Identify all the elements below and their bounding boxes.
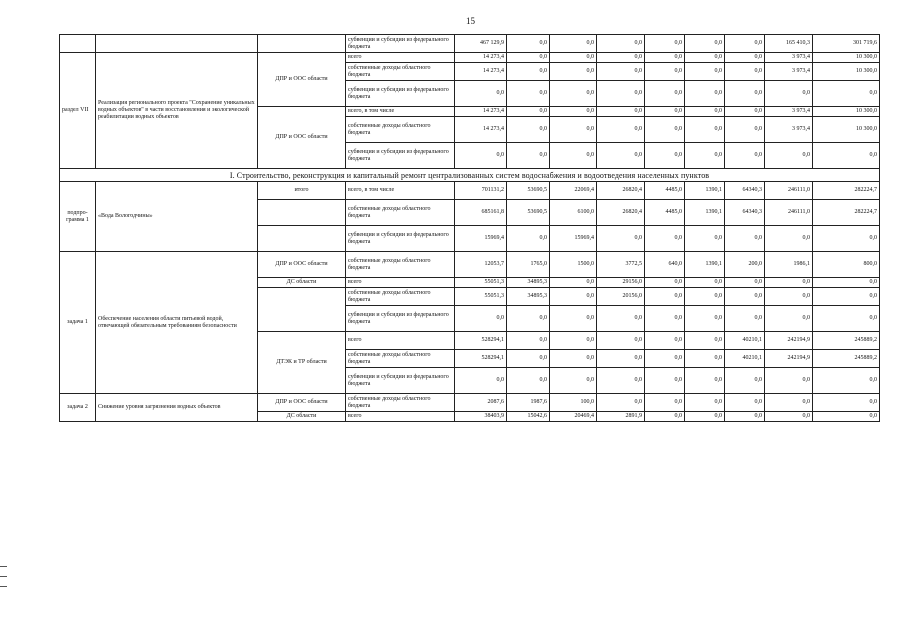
value-cell: 0,0 bbox=[550, 143, 597, 169]
value-cell: 0,0 bbox=[685, 332, 725, 350]
value-cell: 53690,5 bbox=[507, 182, 550, 200]
value-cell: 0,0 bbox=[765, 226, 813, 252]
value-cell: 685161,8 bbox=[455, 200, 507, 226]
source-cell: собственные доходы областного бюджета bbox=[346, 350, 455, 368]
source-cell: собственные доходы областного бюджета bbox=[346, 252, 455, 278]
zadacha2-name: Снижение уровня загрязнения водных объектов bbox=[96, 394, 258, 422]
value-cell: 245889,2 bbox=[813, 350, 880, 368]
value-cell: 0,0 bbox=[725, 306, 765, 332]
value-cell: 0,0 bbox=[550, 53, 597, 63]
value-cell: 0,0 bbox=[550, 350, 597, 368]
value-cell: 64340,3 bbox=[725, 200, 765, 226]
value-cell: 0,0 bbox=[725, 288, 765, 306]
value-cell: 0,0 bbox=[645, 350, 685, 368]
value-cell: 12053,7 bbox=[455, 252, 507, 278]
value-cell: 528294,1 bbox=[455, 350, 507, 368]
empty-cell bbox=[96, 35, 258, 53]
table-row bbox=[60, 35, 880, 53]
value-cell: 26820,4 bbox=[597, 182, 645, 200]
table-row bbox=[60, 394, 880, 412]
value-cell: 0,0 bbox=[685, 306, 725, 332]
value-cell: 15042,6 bbox=[507, 412, 550, 422]
margin-mark bbox=[0, 576, 7, 577]
value-cell: 0,0 bbox=[813, 306, 880, 332]
value-cell: 800,0 bbox=[813, 252, 880, 278]
value-cell: 0,0 bbox=[685, 226, 725, 252]
value-cell: 22069,4 bbox=[550, 182, 597, 200]
value-cell: 34895,3 bbox=[507, 278, 550, 288]
value-cell: 0,0 bbox=[645, 226, 685, 252]
source-cell: всего bbox=[346, 412, 455, 422]
value-cell: 0,0 bbox=[813, 288, 880, 306]
value-cell: 282224,7 bbox=[813, 200, 880, 226]
value-cell: 0,0 bbox=[550, 107, 597, 117]
value-cell: 0,0 bbox=[597, 332, 645, 350]
source-cell: всего bbox=[346, 278, 455, 288]
empty-cell bbox=[258, 200, 346, 226]
value-cell: 0,0 bbox=[765, 81, 813, 107]
value-cell: 55051,3 bbox=[455, 288, 507, 306]
value-cell: 0,0 bbox=[645, 412, 685, 422]
value-cell: 0,0 bbox=[507, 226, 550, 252]
value-cell: 0,0 bbox=[685, 81, 725, 107]
executor-cell: ДС области bbox=[258, 278, 346, 288]
value-cell: 0,0 bbox=[685, 394, 725, 412]
table-row bbox=[60, 53, 880, 63]
value-cell: 0,0 bbox=[813, 394, 880, 412]
value-cell: 53690,5 bbox=[507, 200, 550, 226]
value-cell: 282224,7 bbox=[813, 182, 880, 200]
source-cell: собственные доходы областного бюджета bbox=[346, 117, 455, 143]
source-cell: всего bbox=[346, 53, 455, 63]
value-cell: 29156,0 bbox=[597, 278, 645, 288]
value-cell: 3 973,4 bbox=[765, 53, 813, 63]
value-cell: 14 273,4 bbox=[455, 53, 507, 63]
executor-cell: ДС области bbox=[258, 412, 346, 422]
value-cell: 1390,1 bbox=[685, 252, 725, 278]
value-cell: 0,0 bbox=[685, 35, 725, 53]
source-cell: собственные доходы областного бюджета bbox=[346, 288, 455, 306]
value-cell: 0,0 bbox=[813, 412, 880, 422]
source-cell: субвенции и субсидии из федерального бюджета bbox=[346, 226, 455, 252]
value-cell: 0,0 bbox=[645, 81, 685, 107]
value-cell: 0,0 bbox=[725, 412, 765, 422]
source-cell: субвенции и субсидии из федерального бюджета bbox=[346, 81, 455, 107]
margin-mark bbox=[0, 586, 7, 587]
page-number: 15 bbox=[466, 16, 475, 26]
value-cell: 0,0 bbox=[685, 350, 725, 368]
value-cell: 165 410,3 bbox=[765, 35, 813, 53]
value-cell: 38403,9 bbox=[455, 412, 507, 422]
value-cell: 15969,4 bbox=[455, 226, 507, 252]
razdel-label: раздел VII bbox=[60, 53, 96, 169]
value-cell: 3 973,4 bbox=[765, 63, 813, 81]
value-cell: 0,0 bbox=[507, 368, 550, 394]
value-cell: 3772,5 bbox=[597, 252, 645, 278]
value-cell: 0,0 bbox=[455, 81, 507, 107]
value-cell: 0,0 bbox=[597, 143, 645, 169]
value-cell: 0,0 bbox=[765, 394, 813, 412]
value-cell: 1986,1 bbox=[765, 252, 813, 278]
value-cell: 0,0 bbox=[765, 412, 813, 422]
value-cell: 242194,9 bbox=[765, 350, 813, 368]
value-cell: 0,0 bbox=[685, 53, 725, 63]
value-cell: 0,0 bbox=[507, 107, 550, 117]
value-cell: 20469,4 bbox=[550, 412, 597, 422]
empty-cell bbox=[60, 35, 96, 53]
value-cell: 242194,9 bbox=[765, 332, 813, 350]
value-cell: 10 300,0 bbox=[813, 107, 880, 117]
value-cell: 0,0 bbox=[507, 35, 550, 53]
value-cell: 0,0 bbox=[597, 394, 645, 412]
empty-cell bbox=[258, 288, 346, 332]
section-row bbox=[60, 169, 880, 182]
value-cell: 0,0 bbox=[597, 368, 645, 394]
value-cell: 0,0 bbox=[765, 278, 813, 288]
zadacha2-label: задача 2 bbox=[60, 394, 96, 422]
value-cell: 0,0 bbox=[550, 288, 597, 306]
value-cell: 0,0 bbox=[597, 107, 645, 117]
zadacha1-label: задача 1 bbox=[60, 252, 96, 394]
value-cell: 0,0 bbox=[813, 278, 880, 288]
value-cell: 6100,0 bbox=[550, 200, 597, 226]
value-cell: 0,0 bbox=[685, 288, 725, 306]
zadacha1-name: Обеспечение населения области питьевой водой, отвечающей обязательным требованиям безопасности bbox=[96, 252, 258, 394]
value-cell: 528294,1 bbox=[455, 332, 507, 350]
executor-cell: ДПР и ООС области bbox=[258, 107, 346, 169]
value-cell: 0,0 bbox=[685, 278, 725, 288]
value-cell: 0,0 bbox=[725, 35, 765, 53]
value-cell: 0,0 bbox=[507, 117, 550, 143]
value-cell: 0,0 bbox=[507, 143, 550, 169]
value-cell: 701131,2 bbox=[455, 182, 507, 200]
value-cell: 0,0 bbox=[725, 394, 765, 412]
source-cell: субвенции и субсидии из федерального бюджета bbox=[346, 368, 455, 394]
value-cell: 0,0 bbox=[645, 143, 685, 169]
value-cell: 4485,0 bbox=[645, 200, 685, 226]
value-cell: 14 273,4 bbox=[455, 63, 507, 81]
value-cell: 26820,4 bbox=[597, 200, 645, 226]
source-cell: субвенции и субсидии из федерального бюджета bbox=[346, 306, 455, 332]
value-cell: 0,0 bbox=[725, 107, 765, 117]
value-cell: 0,0 bbox=[507, 350, 550, 368]
podprogramma-name: «Вода Вологодчины» bbox=[96, 182, 258, 252]
value-cell: 0,0 bbox=[645, 332, 685, 350]
value-cell: 0,0 bbox=[725, 53, 765, 63]
value-cell: 0,0 bbox=[645, 35, 685, 53]
value-cell: 0,0 bbox=[597, 53, 645, 63]
value-cell: 245889,2 bbox=[813, 332, 880, 350]
source-cell: субвенции и субсидии из федерального бюджета bbox=[346, 35, 455, 53]
value-cell: 1765,0 bbox=[507, 252, 550, 278]
value-cell: 0,0 bbox=[765, 368, 813, 394]
value-cell: 2891,9 bbox=[597, 412, 645, 422]
value-cell: 64340,3 bbox=[725, 182, 765, 200]
table-row bbox=[60, 252, 880, 278]
value-cell: 3 973,4 bbox=[765, 107, 813, 117]
value-cell: 0,0 bbox=[550, 117, 597, 143]
value-cell: 0,0 bbox=[813, 143, 880, 169]
value-cell: 0,0 bbox=[685, 368, 725, 394]
value-cell: 0,0 bbox=[455, 143, 507, 169]
table-row bbox=[60, 182, 880, 200]
value-cell: 0,0 bbox=[765, 288, 813, 306]
value-cell: 0,0 bbox=[597, 350, 645, 368]
value-cell: 0,0 bbox=[455, 368, 507, 394]
value-cell: 0,0 bbox=[685, 117, 725, 143]
source-cell: всего, в том числе bbox=[346, 182, 455, 200]
value-cell: 3 973,4 bbox=[765, 117, 813, 143]
value-cell: 0,0 bbox=[550, 306, 597, 332]
value-cell: 0,0 bbox=[725, 63, 765, 81]
value-cell: 0,0 bbox=[597, 81, 645, 107]
value-cell: 0,0 bbox=[685, 143, 725, 169]
section-heading: I. Строительство, реконструкция и капитальный ремонт централизованных систем водоснабжения и водоотведения населенных пунктов bbox=[60, 169, 880, 182]
value-cell: 0,0 bbox=[765, 143, 813, 169]
value-cell: 10 300,0 bbox=[813, 53, 880, 63]
source-cell: собственные доходы областного бюджета bbox=[346, 394, 455, 412]
value-cell: 4485,0 bbox=[645, 182, 685, 200]
value-cell: 0,0 bbox=[597, 306, 645, 332]
value-cell: 0,0 bbox=[725, 81, 765, 107]
value-cell: 0,0 bbox=[645, 306, 685, 332]
empty-cell bbox=[258, 35, 346, 53]
executor-cell: ДПР и ООС области bbox=[258, 394, 346, 412]
value-cell: 200,0 bbox=[725, 252, 765, 278]
value-cell: 1390,1 bbox=[685, 182, 725, 200]
value-cell: 0,0 bbox=[597, 35, 645, 53]
value-cell: 246111,0 bbox=[765, 182, 813, 200]
value-cell: 1390,1 bbox=[685, 200, 725, 226]
value-cell: 0,0 bbox=[725, 368, 765, 394]
value-cell: 0,0 bbox=[550, 63, 597, 81]
value-cell: 40210,1 bbox=[725, 332, 765, 350]
value-cell: 0,0 bbox=[507, 306, 550, 332]
source-cell: собственные доходы областного бюджета bbox=[346, 63, 455, 81]
value-cell: 0,0 bbox=[725, 226, 765, 252]
value-cell: 0,0 bbox=[725, 143, 765, 169]
value-cell: 0,0 bbox=[597, 117, 645, 143]
value-cell: 0,0 bbox=[507, 53, 550, 63]
value-cell: 55051,3 bbox=[455, 278, 507, 288]
value-cell: 20156,0 bbox=[597, 288, 645, 306]
empty-cell bbox=[258, 226, 346, 252]
value-cell: 0,0 bbox=[550, 332, 597, 350]
source-cell: собственные доходы областного бюджета bbox=[346, 200, 455, 226]
value-cell: 0,0 bbox=[507, 332, 550, 350]
value-cell: 14 273,4 bbox=[455, 117, 507, 143]
value-cell: 0,0 bbox=[645, 107, 685, 117]
value-cell: 0,0 bbox=[813, 368, 880, 394]
executor-cell: ДТЭК и ТР области bbox=[258, 332, 346, 394]
value-cell: 0,0 bbox=[645, 53, 685, 63]
value-cell: 0,0 bbox=[685, 412, 725, 422]
value-cell: 0,0 bbox=[725, 278, 765, 288]
value-cell: 0,0 bbox=[550, 35, 597, 53]
value-cell: 100,0 bbox=[550, 394, 597, 412]
value-cell: 10 300,0 bbox=[813, 63, 880, 81]
razdel-name: Реализация регионального проекта "Сохранение уникальных водных объектов" в части восстановления и экологической реабилитации водных объектов bbox=[96, 53, 258, 169]
value-cell: 0,0 bbox=[685, 63, 725, 81]
value-cell: 640,0 bbox=[645, 252, 685, 278]
executor-cell: ДПР и ООС области bbox=[258, 252, 346, 278]
value-cell: 1500,0 bbox=[550, 252, 597, 278]
source-cell: субвенции и субсидии из федерального бюджета bbox=[346, 143, 455, 169]
value-cell: 34895,3 bbox=[507, 288, 550, 306]
value-cell: 40210,1 bbox=[725, 350, 765, 368]
value-cell: 2087,6 bbox=[455, 394, 507, 412]
value-cell: 0,0 bbox=[455, 306, 507, 332]
value-cell: 0,0 bbox=[507, 81, 550, 107]
value-cell: 0,0 bbox=[645, 117, 685, 143]
value-cell: 0,0 bbox=[550, 368, 597, 394]
source-cell: всего, в том числе bbox=[346, 107, 455, 117]
value-cell: 14 273,4 bbox=[455, 107, 507, 117]
value-cell: 1987,6 bbox=[507, 394, 550, 412]
value-cell: 0,0 bbox=[645, 288, 685, 306]
value-cell: 0,0 bbox=[550, 278, 597, 288]
value-cell: 10 300,0 bbox=[813, 117, 880, 143]
value-cell: 0,0 bbox=[813, 226, 880, 252]
budget-table bbox=[59, 34, 880, 422]
value-cell: 0,0 bbox=[645, 63, 685, 81]
value-cell: 0,0 bbox=[645, 278, 685, 288]
value-cell: 0,0 bbox=[725, 117, 765, 143]
margin-mark bbox=[0, 566, 7, 567]
value-cell: 0,0 bbox=[765, 306, 813, 332]
podprogramma-label: подпро-грамма 1 bbox=[60, 182, 96, 252]
executor-cell: ДПР и ООС области bbox=[258, 53, 346, 107]
value-cell: 0,0 bbox=[645, 368, 685, 394]
value-cell: 0,0 bbox=[507, 63, 550, 81]
value-cell: 15969,4 bbox=[550, 226, 597, 252]
value-cell: 0,0 bbox=[597, 226, 645, 252]
value-cell: 246111,0 bbox=[765, 200, 813, 226]
value-cell: 301 719,6 bbox=[813, 35, 880, 53]
value-cell: 0,0 bbox=[597, 63, 645, 81]
source-cell: всего bbox=[346, 332, 455, 350]
executor-cell: итого bbox=[258, 182, 346, 200]
value-cell: 0,0 bbox=[685, 107, 725, 117]
value-cell: 0,0 bbox=[645, 394, 685, 412]
value-cell: 0,0 bbox=[813, 81, 880, 107]
value-cell: 0,0 bbox=[550, 81, 597, 107]
value-cell: 467 129,9 bbox=[455, 35, 507, 53]
